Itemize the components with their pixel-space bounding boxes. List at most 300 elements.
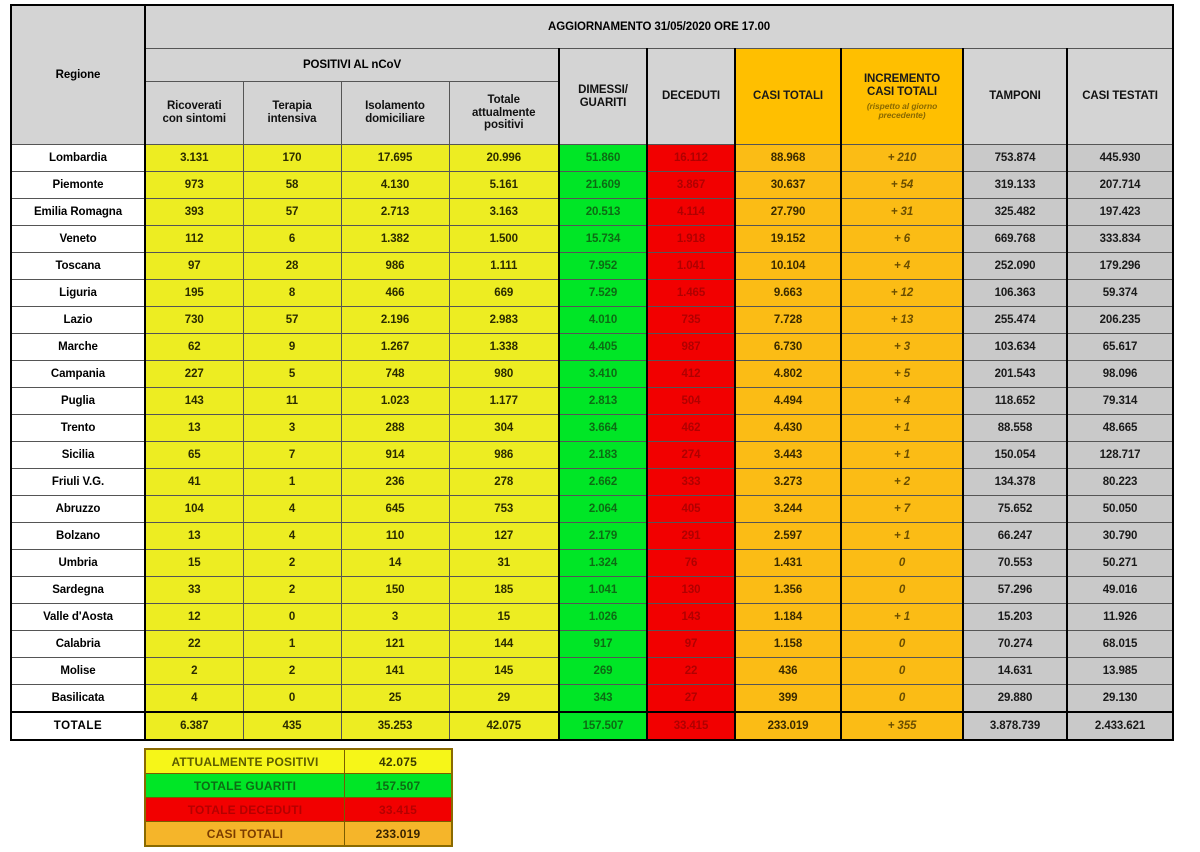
cell-casi-totali: 30.637 xyxy=(735,172,841,199)
cell-ricoverati: 143 xyxy=(145,388,243,415)
cell-terapia-intensiva: 0 xyxy=(243,685,341,713)
header-totpos-line1: Totale xyxy=(487,93,520,106)
cell-incremento: + 54 xyxy=(841,172,963,199)
cell-incremento: + 2 xyxy=(841,469,963,496)
cell-ricoverati: 3.131 xyxy=(145,145,243,172)
cell-region-name: Emilia Romagna xyxy=(11,199,145,226)
table-row xyxy=(11,523,1173,550)
cell-casi-totali: 1.431 xyxy=(735,550,841,577)
cell-casi-totali: 1.184 xyxy=(735,604,841,631)
cell-terapia-intensiva: 2 xyxy=(243,658,341,685)
cell-ricoverati: 33 xyxy=(145,577,243,604)
cell-ricoverati: 112 xyxy=(145,226,243,253)
cell-tamponi: 70.274 xyxy=(963,631,1067,658)
cell-tamponi: 252.090 xyxy=(963,253,1067,280)
table-row xyxy=(11,658,1173,685)
cell-totale-positivi: 185 xyxy=(449,577,559,604)
table-row xyxy=(11,280,1173,307)
cell-totale-positivi: 29 xyxy=(449,685,559,713)
cell-casi-totali: 3.273 xyxy=(735,469,841,496)
cell-dimessi-guariti: 157.507 xyxy=(559,712,647,740)
table-row xyxy=(11,577,1173,604)
cell-deceduti: 3.867 xyxy=(647,172,735,199)
cell-tamponi: 106.363 xyxy=(963,280,1067,307)
cell-casi-testati: 179.296 xyxy=(1067,253,1173,280)
cell-ricoverati: 22 xyxy=(145,631,243,658)
cell-deceduti: 412 xyxy=(647,361,735,388)
cell-totale-positivi: 3.163 xyxy=(449,199,559,226)
cell-tamponi: 15.203 xyxy=(963,604,1067,631)
main-table-container xyxy=(10,4,1172,741)
cell-tamponi: 325.482 xyxy=(963,199,1067,226)
cell-terapia-intensiva: 11 xyxy=(243,388,341,415)
cell-deceduti: 22 xyxy=(647,658,735,685)
cell-tamponi: 3.878.739 xyxy=(963,712,1067,740)
cell-terapia-intensiva: 4 xyxy=(243,496,341,523)
cell-isolamento: 2.713 xyxy=(341,199,449,226)
cell-dimessi-guariti: 51.860 xyxy=(559,145,647,172)
legend-label: TOTALE GUARITI xyxy=(145,774,345,798)
cell-tamponi: 319.133 xyxy=(963,172,1067,199)
table-row xyxy=(11,199,1173,226)
cell-deceduti: 97 xyxy=(647,631,735,658)
cell-isolamento: 150 xyxy=(341,577,449,604)
cell-terapia-intensiva: 3 xyxy=(243,415,341,442)
cell-region-name: Marche xyxy=(11,334,145,361)
cell-incremento: + 1 xyxy=(841,523,963,550)
cell-dimessi-guariti: 7.529 xyxy=(559,280,647,307)
legend-label: CASI TOTALI xyxy=(145,822,345,847)
cell-casi-testati: 30.790 xyxy=(1067,523,1173,550)
cell-deceduti: 27 xyxy=(647,685,735,713)
cell-terapia-intensiva: 4 xyxy=(243,523,341,550)
legend-body xyxy=(145,749,452,846)
table-row xyxy=(11,145,1173,172)
cell-dimessi-guariti: 2.179 xyxy=(559,523,647,550)
table-row xyxy=(11,334,1173,361)
header-casi-totali: CASI TOTALI xyxy=(735,49,841,145)
cell-casi-testati: 11.926 xyxy=(1067,604,1173,631)
cell-incremento: + 3 xyxy=(841,334,963,361)
cell-dimessi-guariti: 1.324 xyxy=(559,550,647,577)
table-body xyxy=(11,145,1173,741)
cell-casi-testati: 13.985 xyxy=(1067,658,1173,685)
header-regione: Regione xyxy=(11,5,145,145)
cell-incremento: + 5 xyxy=(841,361,963,388)
cell-casi-testati: 197.423 xyxy=(1067,199,1173,226)
cell-dimessi-guariti: 3.664 xyxy=(559,415,647,442)
cell-isolamento: 986 xyxy=(341,253,449,280)
cell-totale-positivi: 980 xyxy=(449,361,559,388)
header-terapia-line1: Terapia xyxy=(272,100,312,113)
cell-tamponi: 14.631 xyxy=(963,658,1067,685)
cell-region-name: Campania xyxy=(11,361,145,388)
cell-ricoverati: 13 xyxy=(145,415,243,442)
cell-terapia-intensiva: 1 xyxy=(243,631,341,658)
table-row xyxy=(11,685,1173,713)
cell-deceduti: 1.918 xyxy=(647,226,735,253)
cell-casi-testati: 128.717 xyxy=(1067,442,1173,469)
cell-terapia-intensiva: 5 xyxy=(243,361,341,388)
cell-deceduti: 504 xyxy=(647,388,735,415)
table-row xyxy=(11,415,1173,442)
cell-ricoverati: 41 xyxy=(145,469,243,496)
legend-row xyxy=(145,798,452,822)
cell-dimessi-guariti: 7.952 xyxy=(559,253,647,280)
cell-incremento: + 6 xyxy=(841,226,963,253)
cell-casi-testati: 333.834 xyxy=(1067,226,1173,253)
cell-totale-positivi: 304 xyxy=(449,415,559,442)
cell-dimessi-guariti: 2.662 xyxy=(559,469,647,496)
cell-casi-totali: 6.730 xyxy=(735,334,841,361)
cell-region-name: Molise xyxy=(11,658,145,685)
legend-row xyxy=(145,749,452,774)
cell-incremento: 0 xyxy=(841,685,963,713)
cell-casi-testati: 68.015 xyxy=(1067,631,1173,658)
header-ricoverati-line2: con sintomi xyxy=(162,113,226,125)
cell-casi-totali: 1.158 xyxy=(735,631,841,658)
cell-totale-positivi: 1.338 xyxy=(449,334,559,361)
cell-totale-positivi: 31 xyxy=(449,550,559,577)
cell-isolamento: 141 xyxy=(341,658,449,685)
cell-region-name: Basilicata xyxy=(11,685,145,713)
cell-isolamento: 466 xyxy=(341,280,449,307)
cell-terapia-intensiva: 57 xyxy=(243,199,341,226)
header-casi-testati: CASI TESTATI xyxy=(1067,49,1173,145)
cell-dimessi-guariti: 343 xyxy=(559,685,647,713)
cell-isolamento: 3 xyxy=(341,604,449,631)
cell-casi-testati: 206.235 xyxy=(1067,307,1173,334)
cell-casi-totali: 88.968 xyxy=(735,145,841,172)
cell-tamponi: 57.296 xyxy=(963,577,1067,604)
cell-incremento: + 31 xyxy=(841,199,963,226)
cell-terapia-intensiva: 9 xyxy=(243,334,341,361)
cell-terapia-intensiva: 58 xyxy=(243,172,341,199)
cell-deceduti: 16.112 xyxy=(647,145,735,172)
cell-ricoverati: 973 xyxy=(145,172,243,199)
legend-row xyxy=(145,822,452,847)
cell-region-name: Lombardia xyxy=(11,145,145,172)
cell-casi-testati: 50.050 xyxy=(1067,496,1173,523)
cell-totale-positivi: 986 xyxy=(449,442,559,469)
cell-region-name: Sardegna xyxy=(11,577,145,604)
cell-dimessi-guariti: 4.010 xyxy=(559,307,647,334)
cell-deceduti: 987 xyxy=(647,334,735,361)
cell-deceduti: 333 xyxy=(647,469,735,496)
cell-region-name: Umbria xyxy=(11,550,145,577)
header-totpos-line3: positivi xyxy=(484,119,524,132)
header-dimessi-guariti xyxy=(559,49,647,145)
cell-ricoverati: 2 xyxy=(145,658,243,685)
regional-covid-table xyxy=(10,4,1174,741)
cell-dimessi-guariti: 2.064 xyxy=(559,496,647,523)
header-ricoverati-line1: Ricoverati xyxy=(166,100,222,113)
cell-incremento: + 1 xyxy=(841,415,963,442)
header-terapia-line2: intensiva xyxy=(267,113,317,125)
cell-casi-testati: 50.271 xyxy=(1067,550,1173,577)
header-dimessi-line2: GUARITI xyxy=(579,96,627,109)
cell-tamponi: 29.880 xyxy=(963,685,1067,713)
legend-value: 33.415 xyxy=(345,798,453,822)
header-incremento-line2: CASI TOTALI xyxy=(866,86,938,99)
cell-deceduti: 4.114 xyxy=(647,199,735,226)
cell-totale-positivi: 42.075 xyxy=(449,712,559,740)
table-row xyxy=(11,226,1173,253)
cell-dimessi-guariti: 3.410 xyxy=(559,361,647,388)
cell-ricoverati: 6.387 xyxy=(145,712,243,740)
header-incremento-note2: precedente) xyxy=(878,109,926,120)
cell-isolamento: 1.382 xyxy=(341,226,449,253)
cell-dimessi-guariti: 2.813 xyxy=(559,388,647,415)
cell-deceduti: 735 xyxy=(647,307,735,334)
table-row xyxy=(11,172,1173,199)
cell-casi-testati: 59.374 xyxy=(1067,280,1173,307)
cell-casi-testati: 98.096 xyxy=(1067,361,1173,388)
table-row xyxy=(11,361,1173,388)
cell-casi-totali: 9.663 xyxy=(735,280,841,307)
cell-casi-totali: 10.104 xyxy=(735,253,841,280)
table-total-row xyxy=(11,712,1173,740)
cell-casi-totali: 4.802 xyxy=(735,361,841,388)
cell-isolamento: 914 xyxy=(341,442,449,469)
cell-ricoverati: 730 xyxy=(145,307,243,334)
header-incremento-note xyxy=(842,102,962,120)
cell-casi-testati: 49.016 xyxy=(1067,577,1173,604)
header-totale-attualmente-positivi xyxy=(449,82,559,145)
cell-region-name: Valle d'Aosta xyxy=(11,604,145,631)
cell-incremento: + 1 xyxy=(841,604,963,631)
cell-ricoverati: 97 xyxy=(145,253,243,280)
cell-isolamento: 121 xyxy=(341,631,449,658)
cell-deceduti: 1.465 xyxy=(647,280,735,307)
cell-totale-positivi: 278 xyxy=(449,469,559,496)
cell-region-name: Toscana xyxy=(11,253,145,280)
cell-ricoverati: 4 xyxy=(145,685,243,713)
cell-terapia-intensiva: 2 xyxy=(243,550,341,577)
cell-isolamento: 236 xyxy=(341,469,449,496)
cell-casi-totali: 3.443 xyxy=(735,442,841,469)
cell-casi-testati: 445.930 xyxy=(1067,145,1173,172)
cell-incremento: + 210 xyxy=(841,145,963,172)
cell-casi-totali: 1.356 xyxy=(735,577,841,604)
header-title-row xyxy=(11,5,1173,49)
cell-incremento: + 4 xyxy=(841,253,963,280)
cell-casi-totali: 399 xyxy=(735,685,841,713)
cell-terapia-intensiva: 1 xyxy=(243,469,341,496)
header-terapia-intensiva xyxy=(243,82,341,145)
cell-ricoverati: 393 xyxy=(145,199,243,226)
legend-label: TOTALE DECEDUTI xyxy=(145,798,345,822)
cell-isolamento: 17.695 xyxy=(341,145,449,172)
cell-totale-positivi: 127 xyxy=(449,523,559,550)
cell-dimessi-guariti: 1.026 xyxy=(559,604,647,631)
cell-region-name: Liguria xyxy=(11,280,145,307)
cell-casi-testati: 79.314 xyxy=(1067,388,1173,415)
cell-terapia-intensiva: 28 xyxy=(243,253,341,280)
cell-casi-totali: 7.728 xyxy=(735,307,841,334)
cell-incremento: 0 xyxy=(841,658,963,685)
cell-dimessi-guariti: 15.734 xyxy=(559,226,647,253)
cell-tamponi: 255.474 xyxy=(963,307,1067,334)
cell-tamponi: 88.558 xyxy=(963,415,1067,442)
cell-incremento: + 1 xyxy=(841,442,963,469)
cell-region-name: Sicilia xyxy=(11,442,145,469)
cell-casi-totali: 4.494 xyxy=(735,388,841,415)
cell-dimessi-guariti: 4.405 xyxy=(559,334,647,361)
cell-totale-positivi: 2.983 xyxy=(449,307,559,334)
table-row xyxy=(11,307,1173,334)
cell-tamponi: 753.874 xyxy=(963,145,1067,172)
legend-value: 157.507 xyxy=(345,774,453,798)
header-isolamento-line2: domiciliare xyxy=(365,113,425,125)
cell-isolamento: 748 xyxy=(341,361,449,388)
cell-casi-testati: 65.617 xyxy=(1067,334,1173,361)
cell-incremento: + 7 xyxy=(841,496,963,523)
cell-deceduti: 143 xyxy=(647,604,735,631)
table-row xyxy=(11,388,1173,415)
header-tamponi: TAMPONI xyxy=(963,49,1067,145)
header-totpos-line2: attualmente xyxy=(472,106,536,119)
legend-row xyxy=(145,774,452,798)
table-row xyxy=(11,469,1173,496)
cell-terapia-intensiva: 8 xyxy=(243,280,341,307)
cell-isolamento: 25 xyxy=(341,685,449,713)
cell-incremento: 0 xyxy=(841,577,963,604)
cell-totale-positivi: 144 xyxy=(449,631,559,658)
cell-deceduti: 76 xyxy=(647,550,735,577)
legend-label: ATTUALMENTE POSITIVI xyxy=(145,749,345,774)
cell-terapia-intensiva: 7 xyxy=(243,442,341,469)
cell-ricoverati: 195 xyxy=(145,280,243,307)
cell-casi-totali: 4.430 xyxy=(735,415,841,442)
cell-isolamento: 110 xyxy=(341,523,449,550)
cell-tamponi: 70.553 xyxy=(963,550,1067,577)
header-update-title: AGGIORNAMENTO 31/05/2020 ORE 17.00 xyxy=(145,5,1173,49)
cell-terapia-intensiva: 2 xyxy=(243,577,341,604)
cell-region-name: Abruzzo xyxy=(11,496,145,523)
cell-region-name: Calabria xyxy=(11,631,145,658)
cell-region-name: TOTALE xyxy=(11,712,145,740)
cell-ricoverati: 12 xyxy=(145,604,243,631)
cell-totale-positivi: 753 xyxy=(449,496,559,523)
cell-casi-testati: 80.223 xyxy=(1067,469,1173,496)
header-dimessi-line1: DIMESSI/ xyxy=(578,83,628,96)
table-row xyxy=(11,604,1173,631)
cell-ricoverati: 65 xyxy=(145,442,243,469)
cell-isolamento: 1.023 xyxy=(341,388,449,415)
cell-casi-totali: 27.790 xyxy=(735,199,841,226)
cell-totale-positivi: 20.996 xyxy=(449,145,559,172)
cell-casi-testati: 2.433.621 xyxy=(1067,712,1173,740)
table-header xyxy=(11,5,1173,145)
cell-tamponi: 201.543 xyxy=(963,361,1067,388)
cell-incremento: 0 xyxy=(841,631,963,658)
table-row xyxy=(11,496,1173,523)
cell-casi-totali: 2.597 xyxy=(735,523,841,550)
cell-totale-positivi: 5.161 xyxy=(449,172,559,199)
cell-totale-positivi: 669 xyxy=(449,280,559,307)
header-isolamento-line1: Isolamento xyxy=(365,100,425,113)
cell-deceduti: 462 xyxy=(647,415,735,442)
cell-isolamento: 4.130 xyxy=(341,172,449,199)
table-row xyxy=(11,442,1173,469)
legend-table xyxy=(144,748,453,847)
cell-tamponi: 669.768 xyxy=(963,226,1067,253)
cell-deceduti: 130 xyxy=(647,577,735,604)
cell-incremento: 0 xyxy=(841,550,963,577)
cell-ricoverati: 62 xyxy=(145,334,243,361)
cell-tamponi: 118.652 xyxy=(963,388,1067,415)
table-row xyxy=(11,550,1173,577)
cell-region-name: Piemonte xyxy=(11,172,145,199)
legend-value: 42.075 xyxy=(345,749,453,774)
cell-isolamento: 35.253 xyxy=(341,712,449,740)
cell-dimessi-guariti: 917 xyxy=(559,631,647,658)
cell-tamponi: 66.247 xyxy=(963,523,1067,550)
header-incremento-note1: (rispetto al giorno xyxy=(866,100,938,111)
cell-casi-totali: 19.152 xyxy=(735,226,841,253)
cell-region-name: Friuli V.G. xyxy=(11,469,145,496)
header-isolamento-domiciliare xyxy=(341,82,449,145)
cell-totale-positivi: 15 xyxy=(449,604,559,631)
cell-terapia-intensiva: 6 xyxy=(243,226,341,253)
cell-ricoverati: 104 xyxy=(145,496,243,523)
cell-incremento: + 12 xyxy=(841,280,963,307)
cell-region-name: Bolzano xyxy=(11,523,145,550)
cell-totale-positivi: 145 xyxy=(449,658,559,685)
table-row xyxy=(11,253,1173,280)
cell-casi-testati: 48.665 xyxy=(1067,415,1173,442)
cell-casi-totali: 436 xyxy=(735,658,841,685)
cell-dimessi-guariti: 269 xyxy=(559,658,647,685)
header-group-positivi: POSITIVI AL nCoV xyxy=(145,49,559,82)
cell-region-name: Lazio xyxy=(11,307,145,334)
header-ricoverati-con-sintomi xyxy=(145,82,243,145)
header-incremento-line1: INCREMENTO xyxy=(863,73,941,86)
cell-deceduti: 274 xyxy=(647,442,735,469)
cell-incremento: + 355 xyxy=(841,712,963,740)
cell-tamponi: 150.054 xyxy=(963,442,1067,469)
cell-isolamento: 14 xyxy=(341,550,449,577)
cell-ricoverati: 15 xyxy=(145,550,243,577)
cell-tamponi: 134.378 xyxy=(963,469,1067,496)
cell-isolamento: 1.267 xyxy=(341,334,449,361)
cell-isolamento: 645 xyxy=(341,496,449,523)
cell-casi-totali: 3.244 xyxy=(735,496,841,523)
header-deceduti: DECEDUTI xyxy=(647,49,735,145)
table-row xyxy=(11,631,1173,658)
cell-dimessi-guariti: 20.513 xyxy=(559,199,647,226)
cell-casi-totali: 233.019 xyxy=(735,712,841,740)
cell-casi-testati: 29.130 xyxy=(1067,685,1173,713)
cell-terapia-intensiva: 170 xyxy=(243,145,341,172)
cell-deceduti: 291 xyxy=(647,523,735,550)
cell-deceduti: 33.415 xyxy=(647,712,735,740)
cell-terapia-intensiva: 57 xyxy=(243,307,341,334)
cell-incremento: + 4 xyxy=(841,388,963,415)
cell-totale-positivi: 1.177 xyxy=(449,388,559,415)
cell-totale-positivi: 1.111 xyxy=(449,253,559,280)
header-incremento-casi-totali xyxy=(841,49,963,145)
cell-terapia-intensiva: 435 xyxy=(243,712,341,740)
cell-isolamento: 2.196 xyxy=(341,307,449,334)
cell-dimessi-guariti: 2.183 xyxy=(559,442,647,469)
cell-region-name: Veneto xyxy=(11,226,145,253)
cell-dimessi-guariti: 21.609 xyxy=(559,172,647,199)
cell-ricoverati: 13 xyxy=(145,523,243,550)
cell-region-name: Puglia xyxy=(11,388,145,415)
cell-incremento: + 13 xyxy=(841,307,963,334)
